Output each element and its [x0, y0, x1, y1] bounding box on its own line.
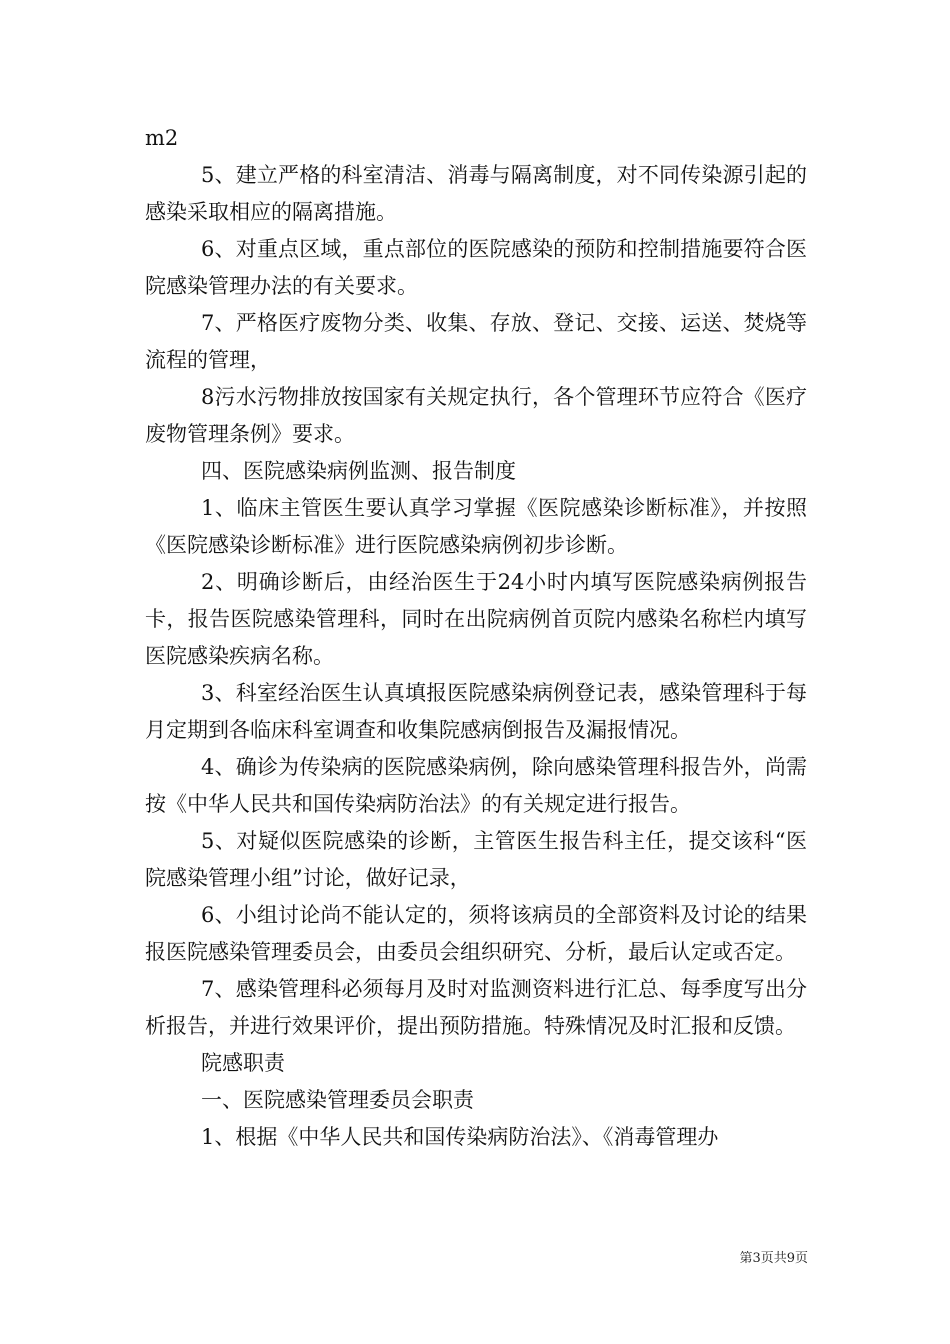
paragraph-item-7-medical-waste: 7、严格医疗废物分类、收集、存放、登记、交接、运送、焚烧等流程的管理， [145, 311, 807, 372]
page-number-footer: 第3页共9页 [739, 1251, 808, 1266]
paragraph-monitoring-1: 1、临床主管医生要认真学习掌握《医院感染诊断标准》，并按照《医院感染诊断标准》进行医院感染病例初步诊断。 [145, 496, 807, 557]
paragraph-item-5-cleaning: 5、建立严格的科室清洁、消毒与隔离制度，对不同传染源引起的感染采取相应的隔离措施。 [145, 163, 807, 224]
section-heading-duties: 院感职责 [201, 1051, 285, 1075]
paragraph-monitoring-4: 4、确诊为传染病的医院感染病例，除向感染管理科报告外，尚需按《中华人民共和国传染病防治法》的有关规定进行报告。 [145, 755, 807, 816]
paragraph-monitoring-6: 6、小组讨论尚不能认定的，须将该病员的全部资料及讨论的结果报医院感染管理委员会，由委员会组织研究、分析，最后认定或否定。 [145, 903, 807, 964]
paragraph-monitoring-5: 5、对疑似医院感染的诊断，主管医生报告科主任，提交该科“医院感染管理小组”讨论，做好记录， [145, 829, 807, 890]
section-heading-monitoring: 四、医院感染病例监测、报告制度 [201, 459, 516, 483]
paragraph-committee-1: 1、根据《中华人民共和国传染病防治法》、《消毒管理办 [201, 1125, 719, 1149]
paragraph-item-6-key-areas: 6、对重点区域，重点部位的医院感染的预防和控制措施要符合医院感染管理办法的有关要求。 [145, 237, 807, 298]
document-body [145, 120, 807, 1156]
subheading-committee-duties: 一、医院感染管理委员会职责 [201, 1088, 474, 1112]
paragraph-item-8-sewage: 8污水污物排放按国家有关规定执行，各个管理环节应符合《医疗废物管理条例》要求。 [145, 385, 807, 446]
paragraph-monitoring-2: 2、明确诊断后，由经治医生于24小时内填写医院感染病例报告卡，报告医院感染管理科，同时在出院病例首页院内感染名称栏内填写医院感染疾病名称。 [145, 570, 807, 668]
paragraph-monitoring-7: 7、感染管理科必须每月及时对监测资料进行汇总、每季度写出分析报告，并进行效果评价，提出预防措施。特殊情况及时汇报和反馈。 [145, 977, 807, 1038]
paragraph-monitoring-3: 3、科室经治医生认真填报医院感染病例登记表，感染管理科于每月定期到各临床科室调查和收集院感病倒报告及漏报情况。 [145, 681, 807, 742]
paragraph-unit-continuation: m2 [145, 126, 179, 150]
